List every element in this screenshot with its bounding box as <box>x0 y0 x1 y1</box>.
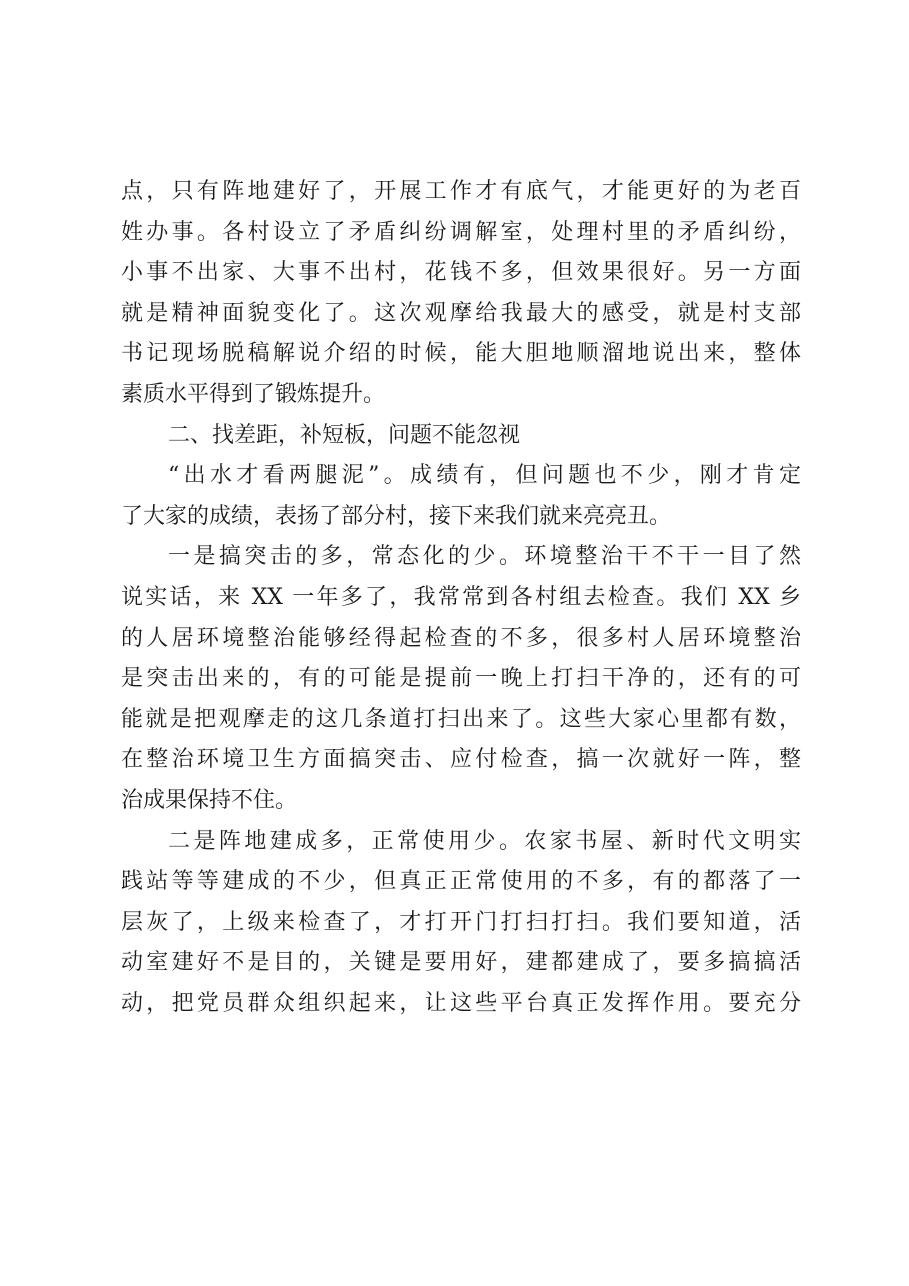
text-line: 姓办事。各村设立了矛盾纠纷调解室，处理村里的矛盾纠纷， <box>121 219 801 245</box>
text-line: 治成果保持不住。 <box>121 787 298 813</box>
text-line: 能就是把观摩走的这几条道打扫出来了。这些大家心里都有数， <box>121 706 801 732</box>
text-line: 的人居环境整治能够经得起检查的不多，很多村人居环境整治 <box>121 625 801 651</box>
text-line: 小事不出家、大事不出村，花钱不多，但效果很好。另一方面 <box>121 260 801 286</box>
text-line: 素质水平得到了锻炼提升。 <box>121 381 386 407</box>
text-line: 是突击出来的，有的可能是提前一晚上打扫干净的，还有的可 <box>121 666 801 692</box>
text-line: 书记现场脱稿解说介绍的时候，能大胆地顺溜地说出来，整体 <box>121 341 801 367</box>
text-line: 一是搞突击的多，常态化的少。环境整治干不干一目了然 <box>168 544 801 570</box>
text-line: 说实话，来 XX 一年多了，我常常到各村组去检查。我们 XX 乡 <box>121 584 801 610</box>
section-heading: 二、找差距，补短板，问题不能忽视 <box>168 422 521 448</box>
text-line: 层灰了，上级来检查了，才打开门打扫打扫。我们要知道，活 <box>121 909 801 935</box>
text-line: 点，只有阵地建好了，开展工作才有底气，才能更好的为老百 <box>121 179 801 204</box>
text-line: 在整治环境卫生方面搞突击、应付检查，搞一次就好一阵，整 <box>121 747 801 773</box>
text-line: 践站等等建成的不少，但真正正常使用的不多，有的都落了一 <box>121 869 801 895</box>
document-body <box>121 172 801 1024</box>
text-line: 了大家的成绩，表扬了部分村，接下来我们就来亮亮丑。 <box>121 503 672 529</box>
text-line: “出水才看两腿泥”。成绩有，但问题也不少，刚才肯定 <box>168 463 801 489</box>
text-line: 动，把党员群众组织起来，让这些平台真正发挥作用。要充分 <box>121 990 801 1016</box>
text-line: 就是精神面貌变化了。这次观摩给我最大的感受，就是村支部 <box>121 300 801 326</box>
text-line: 二是阵地建成多，正常使用少。农家书屋、新时代文明实 <box>168 828 801 854</box>
text-line: 动室建好不是目的，关键是要用好，建都建成了，要多搞搞活 <box>121 950 801 976</box>
